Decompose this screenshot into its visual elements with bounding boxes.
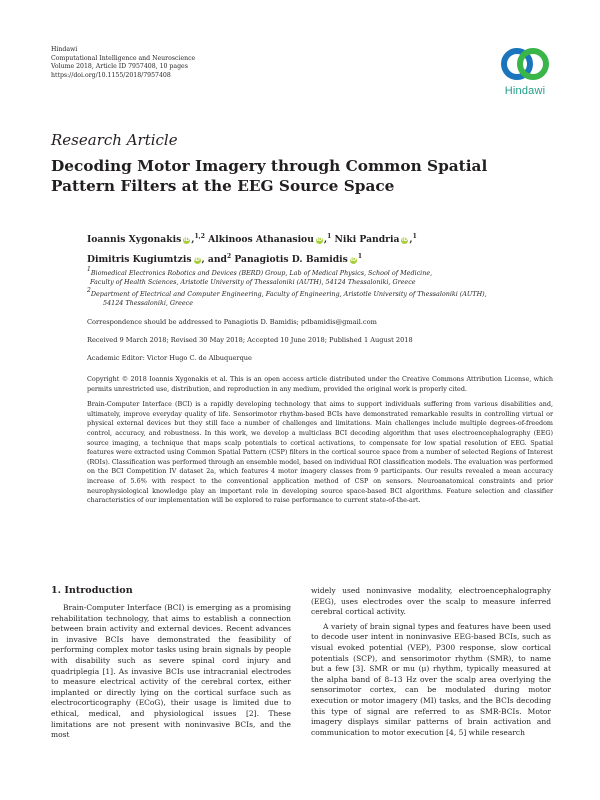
author-line-1: Ioannis Xygonakis iD ,$^{1,2}$ Alkinoos Athanasiou iD ,$^1$ Niki Pandria iD ,$^1$ (87, 233, 417, 245)
affiliation-number: 2 (87, 287, 91, 294)
abstract-text: Brain-Computer Interface (BCI) is a rapidly developing technology that aims to support individuals suffering from various disabilities and, ultimately, improve everyday quality of life. Sensorimotor rhythm-based BCIs have demonstrated remarkable results in controlling virtual or physical external devices but they still face a number of challenges and limitations. Main challenges include multiple degrees-of-freedom control, accuracy, and robustness. In this work, we develop a multiclass BCI decoding algorithm that uses electroencephalography (EEG) source imaging, a technique that maps scalp potentials to cortical activations, to compensate for low spatial resolution of EEG. Spatial features were extracted using Common Spatial Pattern (CSP) filters in the cortical source space from a number of selected Regions of Interest (ROIs). Classification was performed through an ensemble model, based on individual ROI classification models. The evaluation was performed on the BCI Competition IV dataset 2a, which features 4 motor imagery classes from 9 participants. Our results revealed a mean accuracy increase of 5.6% with respect to the conventional application method of CSP on sensors. Neuroanatomical constraints and prior neurophysiological knowledge play an important role in developing source space-based BCI algorithms. Feature selection and classifier characteristics of our implementation will be explored to raise performance to current state-of-the-art. (87, 400, 553, 505)
orcid-icon[interactable]: iD (401, 237, 408, 243)
body-paragraph: Brain-Computer Interface (BCI) is emerging as a promising rehabilitation technology, that aims to establish a connection between brain activity and external devices. Recent advances in invasive BCIs have demonstrated the feasibility of performing complex motor tasks using brain signals by people with disability such as severe spinal cord injury and quadriplegia [1]. As invasive BCIs use intracranial electrodes to measure electrical activity of the cerebral cortex, either implanted or directly lying on the cortical surface such as electrocorticography (ECoG), their usage is limited due to ethical, medical, and physiological issues [2]. These limitations are not present with noninvasive BCIs, and the most (51, 603, 291, 740)
section-title: Introduction (64, 585, 133, 596)
copyright-notice: Copyright © 2018 Ioannis Xygonakis et al. This is an open access article distributed under the Creative Commons Attribution License, which permits unrestricted use, distribution, and reproduction in any medium, provided the original work is properly cited. (87, 375, 553, 393)
affiliation-1 (87, 266, 557, 286)
body-column-left (51, 603, 291, 745)
hindawi-rings-icon (497, 44, 553, 84)
logo-wordmark: Hindawi (504, 85, 546, 97)
author-affiliation-sup: 1 (412, 233, 417, 240)
publisher-logo (497, 44, 553, 97)
author-name: Niki Pandria (334, 234, 400, 245)
body-paragraph: widely used noninvasive modality, electroencephalography (EEG), uses electrodes over the scalp to measure inferred cerebral cortical activity. (311, 586, 551, 617)
affiliation-text-cont: 54124 Thessaloniki, Greece (103, 298, 194, 307)
author-affiliation-sup: 1,2 (194, 233, 205, 240)
author-name: Alkinoos Athanasiou (208, 234, 314, 245)
author-affiliation-sup: 1 (327, 233, 332, 240)
section-heading (51, 585, 133, 596)
author-affiliation-sup: 2 (227, 252, 232, 260)
body-paragraph: A variety of brain signal types and features have been used to decode user intent in noninvasive EEG-based BCIs, such as visual evoked potential (VEP), P300 response, slow cortical potentials (SCP), and sensorimotor rhythm (SMR), to name but a few [3]. SMR or mu (μ) rhythm, typically measured at the alpha band of 8–13 Hz over the scalp area overlying the sensorimotor cortex, can be modulated during motor execution or motor imagery (MI) tasks, and the BCIs decoding this type of signal are referred to as SMR-BCIs. Motor imagery displays similar patterns of brain activation and communication to motor execution [4, 5] while research (311, 621, 551, 737)
abstract-block (87, 375, 553, 512)
affiliation-text: Biomedical Electronics Robotics and Devices (BERD) Group, Lab of Medical Physics, School of Medicine, (90, 269, 433, 277)
orcid-icon[interactable]: iD (183, 237, 190, 243)
academic-editor: Academic Editor: Victor Hugo C. de Albuquerque (87, 354, 252, 362)
doi-link[interactable]: https://doi.org/10.1155/2018/7957408 (51, 71, 171, 79)
author-affiliation-sup: 1 (357, 252, 363, 260)
article-dates: Received 9 March 2018; Revised 30 May 2018; Accepted 10 June 2018; Published 1 August 2018 (87, 336, 413, 344)
affiliation-2 (87, 287, 557, 307)
author-name: Ioannis Xygonakis (87, 234, 182, 245)
orcid-icon[interactable]: iD (194, 256, 200, 263)
article-type: Research Article (51, 131, 178, 149)
correspondence: Correspondence should be addressed to Panagiotis D. Bamidis; pdbamidis@gmail.com (87, 318, 377, 326)
section-number: 1. (51, 585, 62, 596)
author-line-2: Dimitris Kugiumtzis iD , and$^2$ Panagiotis D. Bamidis iD $^1$ (87, 252, 363, 265)
author-list (87, 229, 557, 268)
affiliation-text: Department of Electrical and Computer Engineering, Faculty of Engineering, Aristotle University of Thessaloniki (AUTH), (90, 290, 487, 298)
volume-line: Volume 2018, Article ID 7957408, 10 pages (51, 63, 188, 71)
affiliation-text-cont: Faculty of Health Sciences, Aristotle University of Thessaloniki (AUTH), 54124 Thessaloniki, Greece (90, 277, 416, 286)
journal-name: Computational Intelligence and Neuroscience (51, 54, 196, 62)
orcid-icon[interactable]: iD (350, 256, 357, 263)
author-name: Dimitris Kugiumtzis (87, 253, 192, 265)
orcid-icon[interactable]: iD (316, 237, 323, 243)
affiliation-number: 1 (87, 266, 91, 273)
article-title: Decoding Motor Imagery through Common Spatial Pattern Filters at the EEG Source Space (51, 157, 488, 195)
publisher-name: Hindawi (51, 46, 78, 53)
body-column-right (311, 586, 551, 742)
author-name: Panagiotis D. Bamidis (234, 253, 348, 265)
running-header (51, 46, 195, 80)
